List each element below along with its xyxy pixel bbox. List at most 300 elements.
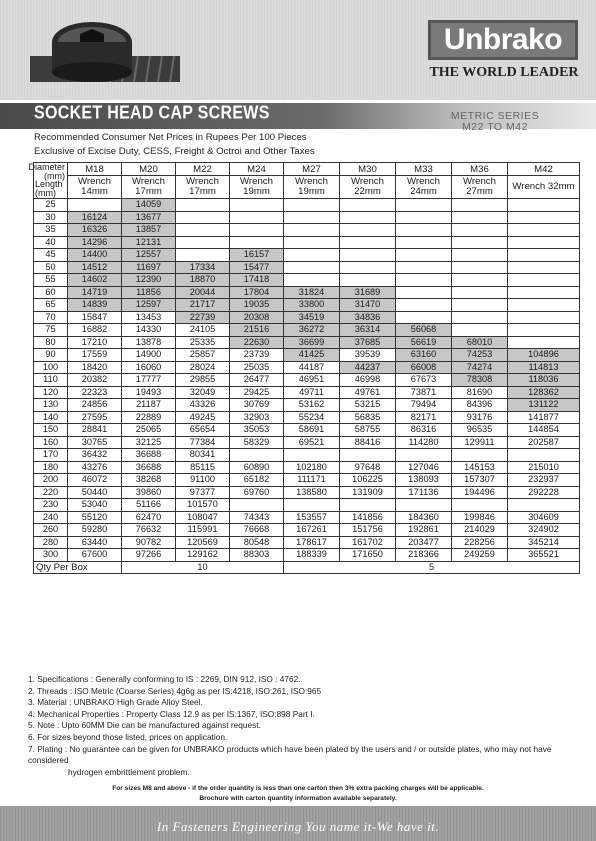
price-cell: 41425 [284, 349, 340, 362]
note-7-continued: hydrogen embrittlement problem. [68, 766, 190, 777]
price-cell: 20044 [176, 286, 230, 299]
size-header: M18 [68, 163, 122, 176]
table-body [34, 199, 580, 574]
price-cell: 69521 [284, 436, 340, 449]
price-cell: 53040 [68, 499, 122, 512]
price-cell: 118036 [508, 374, 580, 387]
size-header: M42 [508, 163, 580, 176]
length-cell: 25 [34, 199, 68, 212]
price-cell [284, 211, 340, 224]
price-cell: 68010 [452, 336, 508, 349]
price-cell: 14839 [68, 299, 122, 312]
table-row [34, 511, 580, 524]
price-cell: 37685 [340, 336, 396, 349]
price-cell [452, 236, 508, 249]
price-cell [340, 211, 396, 224]
table-row [34, 449, 580, 462]
price-cell: 138093 [396, 474, 452, 487]
price-cell [508, 261, 580, 274]
price-cell: 36699 [284, 336, 340, 349]
price-cell: 14512 [68, 261, 122, 274]
price-cell: 128362 [508, 386, 580, 399]
table-row [34, 286, 580, 299]
table-row [34, 236, 580, 249]
table-row [34, 211, 580, 224]
price-cell: 93176 [452, 411, 508, 424]
price-cell [340, 499, 396, 512]
price-cell: 178617 [284, 536, 340, 549]
qty-large: 5 [284, 561, 580, 574]
price-cell [508, 274, 580, 287]
price-cell [284, 499, 340, 512]
table-row [34, 324, 580, 337]
price-cell [508, 311, 580, 324]
price-cell: 114813 [508, 361, 580, 374]
size-header: M30 [340, 163, 396, 176]
price-cell: 58691 [284, 424, 340, 437]
length-cell: 40 [34, 236, 68, 249]
price-cell [284, 249, 340, 262]
price-cell: 120569 [176, 536, 230, 549]
length-cell: 300 [34, 549, 68, 562]
size-header: M33 [396, 163, 452, 176]
price-cell: 81690 [452, 386, 508, 399]
price-cell: 55120 [68, 511, 122, 524]
table-row [34, 436, 580, 449]
note-2: 2. Threads : ISO Metric (Coarse Series) 4g6g as per IS:4218, ISO:261, ISO:965 [28, 685, 322, 696]
price-cell: 20382 [68, 374, 122, 387]
footer-slogan: In Fasteners Engineering You name it-We have it. [156, 819, 440, 834]
logo-text: Unbrako [443, 23, 563, 56]
price-cell: 49761 [340, 386, 396, 399]
price-cell: 88416 [340, 436, 396, 449]
price-cell: 30769 [230, 399, 284, 412]
price-cell: 106225 [340, 474, 396, 487]
table-row [34, 349, 580, 362]
header-row-wrench [34, 176, 580, 199]
price-cell: 32125 [122, 436, 176, 449]
price-table [28, 162, 580, 574]
price-cell: 13878 [122, 336, 176, 349]
wrench-header: Wrench 32mm [508, 176, 580, 199]
price-cell: 11856 [122, 286, 176, 299]
length-cell: 240 [34, 511, 68, 524]
price-cell [396, 311, 452, 324]
price-cell [508, 249, 580, 262]
bolt-image-icon [30, 20, 180, 86]
corner-length-label: Length [35, 179, 63, 189]
price-cell: 16326 [68, 224, 122, 237]
price-cell: 84396 [452, 399, 508, 412]
price-cell: 194496 [452, 486, 508, 499]
price-cell: 14719 [68, 286, 122, 299]
wrench-header: Wrench 17mm [176, 176, 230, 199]
price-cell: 19493 [122, 386, 176, 399]
price-cell [508, 286, 580, 299]
length-cell: 65 [34, 299, 68, 312]
price-cell [176, 249, 230, 262]
price-cell [340, 274, 396, 287]
price-cell: 292228 [508, 486, 580, 499]
size-header: M36 [452, 163, 508, 176]
price-cell: 76668 [230, 524, 284, 537]
note-4: 4. Mechanical Properties : Property Class 12.9 as per IS:1367, ISO:898 Part I. [28, 708, 315, 719]
price-cell: 192861 [396, 524, 452, 537]
price-cell: 49711 [284, 386, 340, 399]
price-cell: 63160 [396, 349, 452, 362]
wrench-header: Wrench 22mm [340, 176, 396, 199]
price-cell: 365521 [508, 549, 580, 562]
price-cell: 51166 [122, 499, 176, 512]
price-cell: 21717 [176, 299, 230, 312]
table-row [34, 549, 580, 562]
price-cell: 16060 [122, 361, 176, 374]
price-cell: 25335 [176, 336, 230, 349]
price-cell [508, 299, 580, 312]
price-cell: 114280 [396, 436, 452, 449]
price-cell [68, 199, 122, 212]
price-cell: 90782 [122, 536, 176, 549]
price-cell: 22323 [68, 386, 122, 399]
price-cell: 12557 [122, 249, 176, 262]
length-cell: 80 [34, 336, 68, 349]
table-head [28, 162, 580, 199]
price-cell [340, 199, 396, 212]
price-cell: 97377 [176, 486, 230, 499]
price-cell [230, 499, 284, 512]
price-cell: 36272 [284, 324, 340, 337]
table-row [34, 261, 580, 274]
table-row [34, 524, 580, 537]
note-5: 5. Note : Upto 60MM Die can be manufactured against request. [28, 720, 261, 731]
length-cell: 90 [34, 349, 68, 362]
length-cell: 35 [34, 224, 68, 237]
price-cell [340, 261, 396, 274]
price-cell [508, 224, 580, 237]
price-cell: 24856 [68, 399, 122, 412]
size-header: M27 [284, 163, 340, 176]
price-cell: 108047 [176, 511, 230, 524]
price-cell: 34519 [284, 311, 340, 324]
price-cell: 86316 [396, 424, 452, 437]
price-cell: 78308 [452, 374, 508, 387]
length-cell: 130 [34, 399, 68, 412]
price-cell: 18870 [176, 274, 230, 287]
price-cell: 91100 [176, 474, 230, 487]
price-cell: 69760 [230, 486, 284, 499]
price-cell: 56068 [396, 324, 452, 337]
price-cell [396, 199, 452, 212]
price-cell: 33800 [284, 299, 340, 312]
price-cell: 25857 [176, 349, 230, 362]
price-cell [396, 211, 452, 224]
price-cell: 141856 [340, 511, 396, 524]
price-cell: 97266 [122, 549, 176, 562]
footnote-2: Brochure with carton quantity information available separately. [199, 795, 397, 802]
table-row [34, 374, 580, 387]
price-cell: 16157 [230, 249, 284, 262]
price-cell: 129162 [176, 549, 230, 562]
price-cell: 131122 [508, 399, 580, 412]
price-cell: 32903 [230, 411, 284, 424]
price-cell: 44237 [340, 361, 396, 374]
price-cell [176, 224, 230, 237]
length-cell: 45 [34, 249, 68, 262]
price-cell: 29855 [176, 374, 230, 387]
price-cell: 56835 [340, 411, 396, 424]
table-row [34, 536, 580, 549]
price-cell: 129911 [452, 436, 508, 449]
table-row [34, 199, 580, 212]
price-cell: 60890 [230, 461, 284, 474]
price-cell [230, 236, 284, 249]
price-cell: 12131 [122, 236, 176, 249]
price-cell: 144854 [508, 424, 580, 437]
price-cell: 49245 [176, 411, 230, 424]
price-cell: 115991 [176, 524, 230, 537]
price-cell: 34836 [340, 311, 396, 324]
price-cell: 171650 [340, 549, 396, 562]
length-cell: 260 [34, 524, 68, 537]
length-cell: 110 [34, 374, 68, 387]
price-cell: 203477 [396, 536, 452, 549]
size-header: M24 [230, 163, 284, 176]
price-cell: 96535 [452, 424, 508, 437]
price-cell [230, 449, 284, 462]
price-cell [176, 199, 230, 212]
price-cell: 39860 [122, 486, 176, 499]
price-cell: 138580 [284, 486, 340, 499]
price-cell [452, 299, 508, 312]
length-cell: 180 [34, 461, 68, 474]
table-row [34, 424, 580, 437]
price-cell: 50440 [68, 486, 122, 499]
price-cell: 73871 [396, 386, 452, 399]
corner-diameter-label: Diameter [28, 162, 65, 172]
price-cell: 15847 [68, 311, 122, 324]
price-cell: 141877 [508, 411, 580, 424]
length-cell: 150 [34, 424, 68, 437]
price-cell [396, 224, 452, 237]
price-cell [452, 274, 508, 287]
price-cell [396, 236, 452, 249]
price-cell: 17804 [230, 286, 284, 299]
price-cell: 199846 [452, 511, 508, 524]
wrench-header: Wrench 24mm [396, 176, 452, 199]
price-cell [396, 299, 452, 312]
price-cell: 161702 [340, 536, 396, 549]
price-cell: 25035 [230, 361, 284, 374]
price-cell: 35053 [230, 424, 284, 437]
price-cell [230, 199, 284, 212]
price-cell: 151756 [340, 524, 396, 537]
price-cell: 88303 [230, 549, 284, 562]
notes [28, 674, 588, 778]
price-cell: 13857 [122, 224, 176, 237]
price-cell [284, 236, 340, 249]
price-cell: 104896 [508, 349, 580, 362]
price-cell: 76632 [122, 524, 176, 537]
price-cell: 58755 [340, 424, 396, 437]
price-cell: 14296 [68, 236, 122, 249]
length-cell: 170 [34, 449, 68, 462]
table-row [34, 274, 580, 287]
series-line-2: M22 TO M42 [462, 121, 528, 133]
price-cell: 97648 [340, 461, 396, 474]
price-cell: 63440 [68, 536, 122, 549]
length-cell: 50 [34, 261, 68, 274]
length-cell: 200 [34, 474, 68, 487]
price-cell [452, 199, 508, 212]
table-row [34, 311, 580, 324]
price-cell: 157307 [452, 474, 508, 487]
header-row-sizes [34, 163, 580, 176]
price-cell: 18420 [68, 361, 122, 374]
price-cell: 218366 [396, 549, 452, 562]
price-cell: 74274 [452, 361, 508, 374]
price-cell: 23739 [230, 349, 284, 362]
price-cell: 24105 [176, 324, 230, 337]
note-3: 3. Material : UNBRAKO High Grade Alloy Steel. [28, 697, 203, 708]
price-cell [284, 261, 340, 274]
price-cell: 31470 [340, 299, 396, 312]
price-cell [396, 274, 452, 287]
price-cell: 324902 [508, 524, 580, 537]
price-cell: 111171 [284, 474, 340, 487]
price-cell: 12597 [122, 299, 176, 312]
price-cell: 22889 [122, 411, 176, 424]
price-cell: 80341 [176, 449, 230, 462]
price-cell: 304609 [508, 511, 580, 524]
price-cell [452, 499, 508, 512]
price-cell [452, 286, 508, 299]
wrench-header: Wrench 17mm [122, 176, 176, 199]
price-cell: 32049 [176, 386, 230, 399]
length-cell: 55 [34, 274, 68, 287]
price-cell: 31689 [340, 286, 396, 299]
price-cell: 28841 [68, 424, 122, 437]
price-cell: 85115 [176, 461, 230, 474]
price-cell: 29425 [230, 386, 284, 399]
price-cell: 14400 [68, 249, 122, 262]
price-cell: 67673 [396, 374, 452, 387]
price-cell: 46072 [68, 474, 122, 487]
size-header: M20 [122, 163, 176, 176]
length-cell: 140 [34, 411, 68, 424]
subtitle-line-1: Recommended Consumer Net Prices in Rupees Per 100 Pieces [34, 132, 307, 143]
table-row [34, 361, 580, 374]
price-cell [508, 236, 580, 249]
price-cell: 345214 [508, 536, 580, 549]
price-cell: 39539 [340, 349, 396, 362]
price-cell: 17210 [68, 336, 122, 349]
length-cell: 75 [34, 324, 68, 337]
table-row [34, 336, 580, 349]
brand-tagline: THE WORLD LEADER [429, 65, 579, 80]
series-label [440, 111, 550, 133]
table-row [34, 411, 580, 424]
table-corner-cell [28, 162, 68, 199]
price-cell: 19035 [230, 299, 284, 312]
price-cell [340, 236, 396, 249]
price-cell: 46951 [284, 374, 340, 387]
length-cell: 230 [34, 499, 68, 512]
price-cell [340, 249, 396, 262]
length-cell: 100 [34, 361, 68, 374]
price-cell [284, 224, 340, 237]
length-cell: 70 [34, 311, 68, 324]
note-6: 6. For sizes beyond those listed, prices on application. [28, 731, 228, 742]
corner-length-unit: (mm) [35, 188, 56, 198]
price-cell [284, 449, 340, 462]
price-cell: 17559 [68, 349, 122, 362]
price-cell: 171136 [396, 486, 452, 499]
price-cell: 215010 [508, 461, 580, 474]
price-cell: 184360 [396, 511, 452, 524]
price-cell: 167261 [284, 524, 340, 537]
price-cell: 13453 [122, 311, 176, 324]
price-cell [396, 449, 452, 462]
price-cell: 101570 [176, 499, 230, 512]
price-cell: 14059 [122, 199, 176, 212]
price-cell: 36688 [122, 449, 176, 462]
price-cell: 36432 [68, 449, 122, 462]
table-row [34, 499, 580, 512]
price-cell: 65654 [176, 424, 230, 437]
price-cell: 14900 [122, 349, 176, 362]
price-cell: 16882 [68, 324, 122, 337]
price-cell: 43276 [68, 461, 122, 474]
price-cell: 15477 [230, 261, 284, 274]
table-row [34, 299, 580, 312]
price-cell: 55234 [284, 411, 340, 424]
price-cell [340, 449, 396, 462]
wrench-header: Wrench 14mm [68, 176, 122, 199]
price-cell [396, 261, 452, 274]
wrench-header: Wrench 19mm [230, 176, 284, 199]
price-cell: 38268 [122, 474, 176, 487]
corner-length [35, 180, 63, 198]
price-cell: 36688 [122, 461, 176, 474]
note-7: 7. Plating : No guarantee can be given for UNBRAKO products which have been plated by the users and / or outside plates, who may not have considered [28, 743, 552, 766]
price-cell: 56619 [396, 336, 452, 349]
price-cell [452, 449, 508, 462]
price-cell: 131909 [340, 486, 396, 499]
subtitle-line-2: Exclusive of Excise Duty, CESS, Freight & Octroi and Other Taxes [34, 146, 315, 157]
price-cell: 80548 [230, 536, 284, 549]
price-cell: 20308 [230, 311, 284, 324]
price-cell: 228256 [452, 536, 508, 549]
price-cell: 22739 [176, 311, 230, 324]
price-cell: 36314 [340, 324, 396, 337]
length-cell: 120 [34, 386, 68, 399]
price-cell: 188339 [284, 549, 340, 562]
brand-logo [428, 20, 578, 60]
price-cell: 17334 [176, 261, 230, 274]
price-cell: 17777 [122, 374, 176, 387]
price-cell [508, 199, 580, 212]
price-cell [452, 261, 508, 274]
price-cell: 66008 [396, 361, 452, 374]
price-cell: 58329 [230, 436, 284, 449]
table-row [34, 224, 580, 237]
price-cell: 53162 [284, 399, 340, 412]
length-cell: 30 [34, 211, 68, 224]
footnote-1: For sizes M8 and above - if the order quantity is less than one carton then 3% extra packing charges will be applicable. [112, 785, 484, 792]
price-cell: 249259 [452, 549, 508, 562]
table-row [34, 474, 580, 487]
price-cell: 11697 [122, 261, 176, 274]
